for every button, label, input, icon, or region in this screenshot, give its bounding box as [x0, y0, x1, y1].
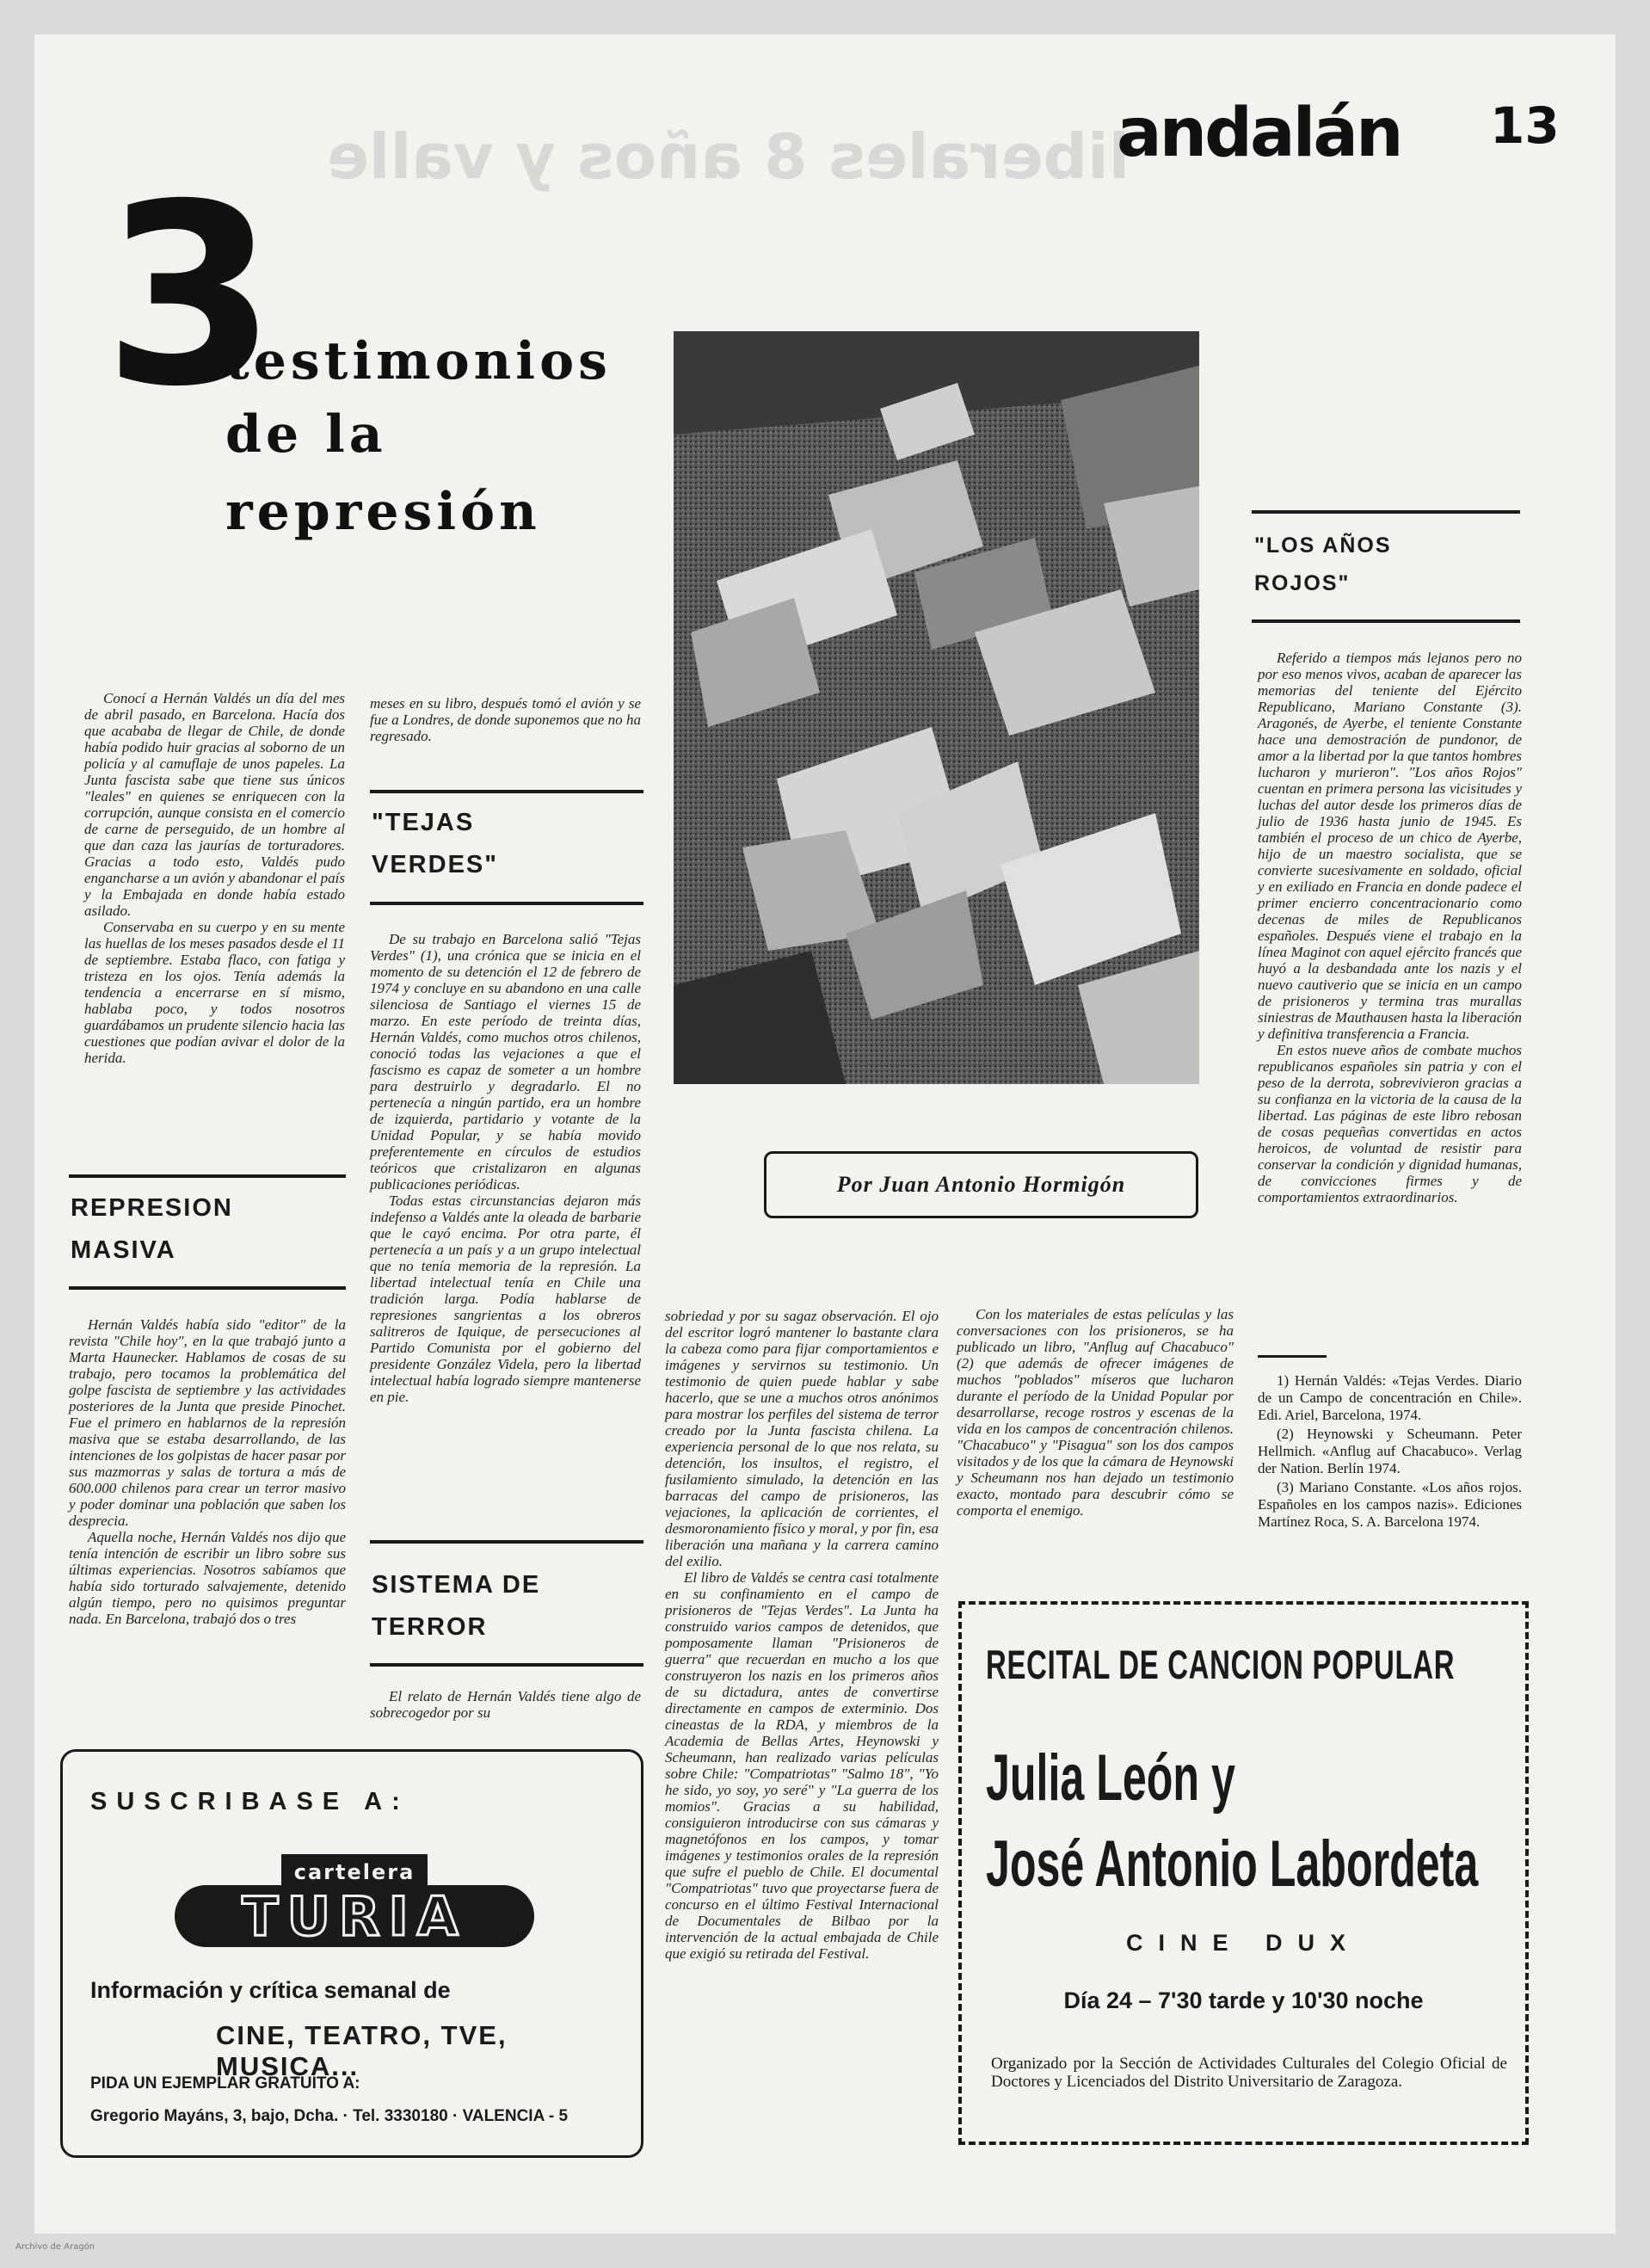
prison-camp-photo: [674, 331, 1199, 1084]
bleedthrough-headline: liberales 8 años y valle: [327, 120, 1130, 193]
ad-heading: SUSCRIBASE A:: [90, 1788, 409, 1815]
masthead-logo: andalán: [1117, 95, 1401, 172]
section-rule: [370, 790, 643, 793]
turia-logo: [169, 1851, 539, 1952]
recital-organizer: Organizado por la Sección de Actividades Culturales del Colegio Oficial de Doctores y Licenciados del Distrito Universitario de Zaragoza.: [991, 2055, 1507, 2091]
footnote: (3) Mariano Constante. «Los años rojos. Españoles en los campos nazis». Ediciones Martínez Roca, S. A. Barcelona 1974.: [1258, 1479, 1522, 1530]
paragraph: Con los materiales de estas películas y las conversaciones con los prisioneros, se ha publicado un libro, "Anflug auf Chacabuco" (2) que además de ofrecer imágenes de muchos "poblados" míseros que lucharon durante el período de la Unidad Popular por desarrollarse, recoge rostros y escenas de la vida en los campos de concentración chilenos. "Chacabuco" y "Pisagua" son los dos campos visitados y de los que la cámara de Heynowski y Scheumann nos han dejado un testimonio exacto, montado para descubrir cómo se comporta el enemigo.: [957, 1306, 1234, 1519]
ad-line: PIDA UN EJEMPLAR GRATUITO A:: [90, 2074, 360, 2092]
ad-line: CINE, TEATRO, TVE, MUSICA...: [216, 2020, 508, 2081]
recital-title: RECITAL DE CANCION POPULAR: [986, 1642, 1456, 1687]
section-rule: [370, 1663, 643, 1667]
column-5-text: [1258, 650, 1522, 1205]
paragraph: Aquella noche, Hernán Valdés nos dijo que tenía intención de escribir un libro sobre sus últimas experiencias. Nosotros sabíamos que había sido torturado salvajemente, detenido algún tiempo, pero no quisimos preguntar nada. En Barcelona, trabajó dos o tres: [69, 1529, 346, 1627]
column-2-end: [370, 1688, 641, 1721]
ad-line: Información y crítica semanal de: [90, 1977, 451, 2003]
page-number: 13: [1490, 96, 1560, 155]
article-number: 3: [103, 151, 277, 441]
column-2-text: [370, 931, 641, 1405]
article-photo: [674, 331, 1199, 1084]
ad-address: Gregorio Mayáns, 3, bajo, Dcha. · Tel. 3330180 · VALENCIA - 5: [90, 2107, 569, 2125]
paragraph: sobriedad y por su sagaz observación. El ojo del escritor logró mantener lo bastante clara la cabeza como para fijar comportamientos e imágenes y servirnos su testimonio. Un testimonio de quien puede hablar y sabe hacerlo, que se une a muchos otros anónimos para mostrar los perfiles del sistema de terror creado por la Junta fascista chilena. La experiencia personal de lo que nos relata, su detención, los insultos, el registro, el fusilamiento simulado, la detención en las barracas del campo de prisioneros, las vejaciones, la aplicación de corrientes, el desmoronamiento físico y moral, y por fin, esa liberación una mañana y la carrera camino del exilio.: [665, 1308, 939, 1569]
column-1-text: [84, 690, 345, 1066]
column-1b-text: [69, 1316, 346, 1627]
section-rule: [69, 1286, 346, 1290]
archive-mark: Archivo de Aragón: [15, 2242, 95, 2252]
column-2-intro: meses en su libro, después tomó el avión y se fue a Londres, de donde suponemos que no ha regresado.: [370, 695, 641, 744]
column-3-text: [665, 1308, 939, 1962]
heading-tejas-verdes: "TEJAS VERDES": [372, 809, 499, 878]
paragraph: El relato de Hernán Valdés tiene algo de sobrecogedor por su: [370, 1688, 641, 1721]
section-rule: [370, 902, 643, 905]
section-rule: [69, 1174, 346, 1178]
footnote: (2) Heynowski y Scheumann. Peter Hellmich. «Anflug auf Chacabuco». Verlag der Nation. Berlín 1974.: [1258, 1426, 1522, 1476]
title-line-2: de la: [225, 404, 387, 465]
section-rule: [370, 1540, 643, 1544]
paragraph: Conocí a Hernán Valdés un día del mes de abril pasado, en Barcelona. Hacía dos que acababa de llegar de Chile, de donde había podido huir gracias al soborno de un policía y al camuflaje de unos papeles. La Junta fascista sabe que tiene sus únicos "leales" en quienes se enriquecen con la corrupción, aunque consista en el comercio de carne de perseguido, de un hombre al que dan caza las jaurías de torturadores. Gracias a todo esto, Valdés pudo engancharse a un avión y abandonar el país y la Embajada en donde había estado asilado.: [84, 690, 345, 919]
byline-box: Por Juan Antonio Hormigón: [764, 1151, 1198, 1218]
paragraph: En estos nueve años de combate muchos republicanos españoles sin patria y con el peso de la derrota, sobrevivieron gracias a su confianza en la victoria de la causa de la libertad. Las páginas de este libro rebosan de cosas pequeñas convertidas en actos heroicos, de voluntad de resistir para conservar la condición y dignidad humanas, de convicciones firmes y de comportamientos extraordinarios.: [1258, 1042, 1522, 1205]
paragraph: Todas estas circunstancias dejaron más indefenso a Valdés ante la oleada de barbarie que le cayó encima. Por otra parte, él pertenecía a un país y a un grupo intelectual que no tenía memoria de la represión. La libertad intelectual tenía en Chile una tradición larga. Podía hablarse de represiones sangrientas a los obreros salitreros de Iquique, de persecuciones al Partido Comunista por el gobierno del presidente González Videla, pero la libertad intelectual había logrado siempre mantenerse en pie.: [370, 1193, 641, 1405]
heading-sistema-de-terror: SISTEMA DE TERROR: [372, 1571, 541, 1641]
title-line-3: represión: [225, 482, 541, 542]
section-rule: [1252, 619, 1520, 623]
ad-cartelera-turia: [60, 1749, 643, 2158]
recital-artist-2: José Antonio Labordeta: [986, 1827, 1479, 1901]
section-rule: [1252, 510, 1520, 514]
title-line-1: testimonios: [225, 331, 612, 391]
heading-represion-masiva: REPRESION MASIVA: [71, 1194, 233, 1264]
ad-recital: [958, 1601, 1529, 2145]
svg-text:cartelera: cartelera: [293, 1860, 416, 1884]
paragraph: De su trabajo en Barcelona salió "Tejas Verdes" (1), una crónica que se inicia en el momento de su detención el 12 de febrero de 1974 y concluye en su abandono en una calle silenciosa de Santiago el viernes 15 de marzo. En este período de treinta días, Hernán Valdés, como muchos otros chilenos, conoció todas las vejaciones a que el fascismo es capaz de someter a un hombre para destruirlo y degradarlo. El no pertenecía a ningún partido, era un hombre de izquierda, partidario y votante de la Unidad Popular, y se había movido preferentemente en círculos de estudios teóricos que cristalizaron en algunas publicaciones periódicas.: [370, 931, 641, 1193]
paragraph: Hernán Valdés había sido "editor" de la revista "Chile hoy", en la que trabajó junto a Marta Haunecker. Hablamos de cosas de su trabajo, pero tocamos la problemática del golpe fascista de septiembre y las actividades posteriores de la Junta que preside Pinochet. Fue el primero en hablarnos de la represión masiva que se estaba desarrollando, de las intenciones de los golpistas de hacer pasar por sus mazmorras y salas de tortura a más de 600.000 chilenos para crear un terror masivo y poder dominar una población que saben los desprecia.: [69, 1316, 346, 1529]
paragraph: Conservaba en su cuerpo y en su mente las huellas de los meses pasados desde el 11 de septiembre. Estaba flaco, con fatiga y tristeza en los ojos. Tenía además la tendencia a encerrarse en sí mismo, hablaba poco, y todos nosotros guardábamos un prudente silencio hacia las cuestiones que podían avivar el dolor de la herida.: [84, 919, 345, 1066]
recital-artist-1: Julia León y: [986, 1741, 1235, 1815]
paragraph: El libro de Valdés se centra casi totalmente en su confinamiento en el campo de prisioneros de "Tejas Verdes". La Junta ha construido varios campos de detenidos, que pomposamente llaman "Prisioneros de guerra" que recuerdan en mucho a los que construyeron los nazis en los primeros años de su dictadura, antes de convertirse directamente en campos de exterminio. Dos cineastas de la RDA, y miembros de la Academia de Bellas Artes, Heynowski y Scheumann, han realizado varias películas sobre Chile: "Compatriotas" "Salmo 18", "Yo he sido, yo soy, yo seré" y "La guerra de los momios". Gracias a su habilidad, consiguieron introducirse con sus cámaras y magnetófonos en los campos, y tomar imágenes y testimonios orales de la represión que sufre el pueblo de Chile. El documental "Compatriotas" tuvo que proyectarse fuera de concurso en el último Festival Internacional de Documentales de Bilbao por la intervención de la actual embajada de Chile que exigió su retirada del Festival.: [665, 1569, 939, 1962]
paragraph: Referido a tiempos más lejanos pero no por eso menos vivos, acaban de aparecer las memorias del teniente del Ejército Republicano, Mariano Constante (3). Aragonés, de Ayerbe, el teniente Constante hace una demostración de pundonor, de amor a la libertad por la que tantos hombres lucharon y murieron". "Los años Rojos" cuentan en primera persona las vicisitudes y luchas del autor desde los primeros días de julio de 1936 hasta junio de 1945. Es también el proceso de un chico de Ayerbe, hijo de un maestro socialista, que se convierte sucesivamente en soldado, oficial y en exiliado en Francia en donde padece el primer encierro concentracionario como decenas de miles de Republicanos españoles. Después viene el trabajo en la línea Maginot con aquel ejército francés que huyó a la desbandada ante los nazis y el nuevo cautiverio que se inicia en un campo de prisioneros y termina tras murallas siniestras de Mauthausen hasta la liberación y definitiva transferencia a Francia.: [1258, 650, 1522, 1042]
notes-rule: [1258, 1355, 1327, 1358]
recital-schedule: Día 24 – 7'30 tarde y 10'30 noche: [1063, 1988, 1424, 2013]
footnote: 1) Hernán Valdés: «Tejas Verdes. Diario de un Campo de concentración en Chile». Edi. Ariel, Barcelona, 1974.: [1258, 1372, 1522, 1423]
heading-los-anos-rojos: "LOS AÑOS ROJOS": [1254, 533, 1392, 595]
footnotes: [1258, 1372, 1522, 1532]
column-4-text: [957, 1306, 1234, 1519]
recital-venue: CINE DUX: [1125, 1930, 1361, 1956]
svg-text:TURIA: TURIA: [242, 1885, 467, 1948]
